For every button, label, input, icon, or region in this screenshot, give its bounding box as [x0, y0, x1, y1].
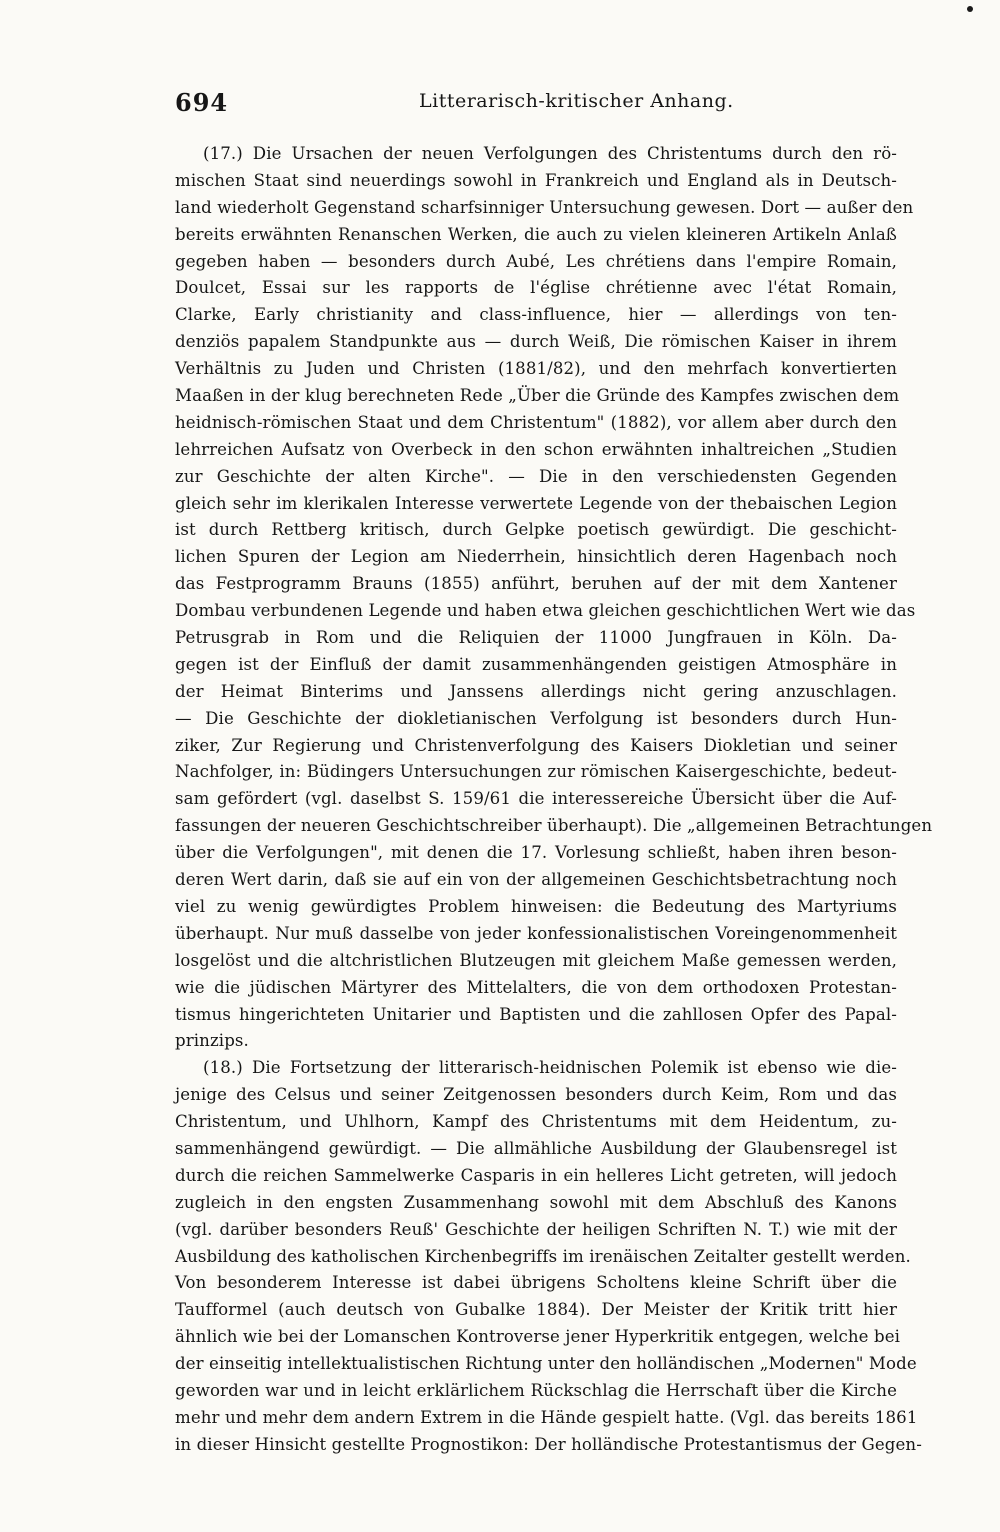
text-line: deren Wert darin, daß sie auf ein von der allgemeinen Geschichtsbetrachtung noch	[175, 870, 897, 890]
text-line: der einseitig intellektualistischen Richtung unter den holländischen „Modernen" Mode	[175, 1354, 917, 1374]
text-line: losgelöst und die altchristlichen Blutzeugen mit gleichem Maße gemessen werden,	[175, 950, 897, 970]
text-line: Maaßen in der klug berechneten Rede „Über die Gründe des Kampfes zwischen dem	[175, 386, 900, 406]
text-line: gegeben haben — besonders durch Aubé, Les chrétiens dans l'empire Romain,	[175, 251, 897, 271]
text-line: land wiederholt Gegenstand scharfsinniger Untersuchung gewesen. Dort — außer den	[175, 197, 914, 217]
text-line: mischen Staat sind neuerdings sowohl in Frankreich und England als in Deutsch-	[175, 170, 897, 190]
text-line: fassungen der neueren Geschichtschreiber überhaupt). Die „allgemeinen Betrachtungen	[175, 816, 933, 836]
text-line: der Heimat Binterims und Janssens allerdings nicht gering anzuschlagen.	[175, 681, 897, 701]
text-line: tismus hingerichteten Unitarier und Baptisten und die zahllosen Opfer des Papal-	[175, 1004, 897, 1024]
text-line: durch die reichen Sammelwerke Casparis in ein helleres Licht getreten, will jedoch	[175, 1165, 897, 1185]
text-line: über die Verfolgungen", mit denen die 17. Vorlesung schließt, haben ihren beson-	[175, 843, 897, 863]
text-line: gleich sehr im klerikalen Interesse verwertete Legende von der thebaischen Legion	[175, 493, 897, 513]
text-line: sam gefördert (vgl. daselbst S. 159/61 die interessereiche Übersicht über die Auf-	[175, 789, 897, 809]
text-line: Nachfolger, in: Büdingers Untersuchungen zur römischen Kaisergeschichte, bedeut-	[175, 762, 897, 782]
text-line: Von besonderem Interesse ist dabei übrigens Scholtens kleine Schrift über die	[175, 1273, 897, 1293]
text-line: denziös papalem Standpunkte aus — durch Weiß, Die römischen Kaiser in ihrem	[175, 332, 897, 352]
text-line: lehrreichen Aufsatz von Overbeck in den schon erwähnten inhaltreichen „Studien	[175, 439, 897, 459]
text-line: Taufformel (auch deutsch von Gubalke 1884). Der Meister der Kritik tritt hier	[175, 1300, 897, 1320]
text-line: jenige des Celsus und seiner Zeitgenossen besonders durch Keim, Rom und das	[175, 1085, 897, 1105]
text-line: überhaupt. Nur muß dasselbe von jeder konfessionalistischen Voreingenommenheit	[175, 923, 897, 943]
text-line: prinzips.	[175, 1031, 249, 1051]
text-line: (17.) Die Ursachen der neuen Verfolgungen des Christentums durch den rö-	[203, 144, 897, 163]
text-line: (18.) Die Fortsetzung der litterarisch-heidnischen Polemik ist ebenso wie die-	[203, 1058, 897, 1078]
ink-speck	[967, 6, 973, 12]
text-line: Clarke, Early christianity and class-influence, hier — allerdings von ten-	[175, 305, 897, 325]
text-line: gegen ist der Einfluß der damit zusammenhängenden geistigen Atmosphäre in	[175, 654, 897, 674]
text-line: das Festprogramm Brauns (1855) anführt, beruhen auf der mit dem Xantener	[175, 574, 897, 594]
text-line: zugleich in den engsten Zusammenhang sowohl mit dem Abschluß des Kanons	[175, 1192, 897, 1212]
page-header	[175, 88, 895, 118]
text-line: bereits erwähnten Renanschen Werken, die auch zu vielen kleineren Artikeln Anlaß	[175, 224, 897, 244]
text-line: Christentum, und Uhlhorn, Kampf des Christentums mit dem Heidentum, zu-	[175, 1112, 897, 1132]
text-line: heidnisch-römischen Staat und dem Christentum" (1882), vor allem aber durch den	[175, 412, 897, 432]
text-line: mehr und mehr dem andern Extrem in die Hände gespielt hatte. (Vgl. das bereits 1861	[175, 1407, 918, 1427]
text-line: viel zu wenig gewürdigtes Problem hinweisen: die Bedeutung des Martyriums	[175, 896, 897, 916]
text-line: geworden war und in leicht erklärlichem Rückschlag die Herrschaft über die Kirche	[175, 1380, 897, 1400]
text-line: sammenhängend gewürdigt. — Die allmähliche Ausbildung der Glaubensregel ist	[175, 1138, 897, 1158]
text-line: wie die jüdischen Märtyrer des Mittelalters, die von dem orthodoxen Protestan-	[175, 977, 897, 997]
text-line: Dombau verbundenen Legende und haben etwa gleichen geschichtlichen Wert wie das	[175, 601, 916, 621]
text-line: Verhältnis zu Juden und Christen (1881/82), und den mehrfach konvertierten	[175, 359, 897, 379]
body-text	[175, 141, 933, 1459]
text-line: ähnlich wie bei der Lomanschen Kontroverse jener Hyperkritik entgegen, welche bei	[175, 1327, 901, 1347]
text-line: Ausbildung des katholischen Kirchenbegriffs im irenäischen Zeitalter gestellt werden.	[175, 1246, 911, 1266]
text-line: lichen Spuren der Legion am Niederrhein, hinsichtlich deren Hagenbach noch	[175, 547, 897, 567]
text-line: in dieser Hinsicht gestellte Prognostikon: Der holländische Protestantismus der Gegen-	[175, 1434, 922, 1454]
text-line: Petrusgrab in Rom und die Reliquien der 11000 Jungfrauen in Köln. Da-	[175, 628, 897, 648]
text-line: (vgl. darüber besonders Reuß' Geschichte der heiligen Schriften N. T.) wie mit der	[175, 1219, 897, 1239]
text-line: ist durch Rettberg kritisch, durch Gelpke poetisch gewürdigt. Die geschicht-	[175, 520, 897, 540]
text-line: ziker, Zur Regierung und Christenverfolgung des Kaisers Diokletian und seiner	[175, 735, 897, 755]
text-line: zur Geschichte der alten Kirche". — Die in den verschiedensten Gegenden	[175, 466, 897, 486]
text-line: — Die Geschichte der diokletianischen Verfolgung ist besonders durch Hun-	[175, 708, 897, 728]
text-line: Doulcet, Essai sur les rapports de l'église chrétienne avec l'état Romain,	[175, 278, 897, 298]
page-number: 694	[175, 88, 229, 117]
running-head: Litterarisch-kritischer Anhang.	[419, 90, 734, 112]
